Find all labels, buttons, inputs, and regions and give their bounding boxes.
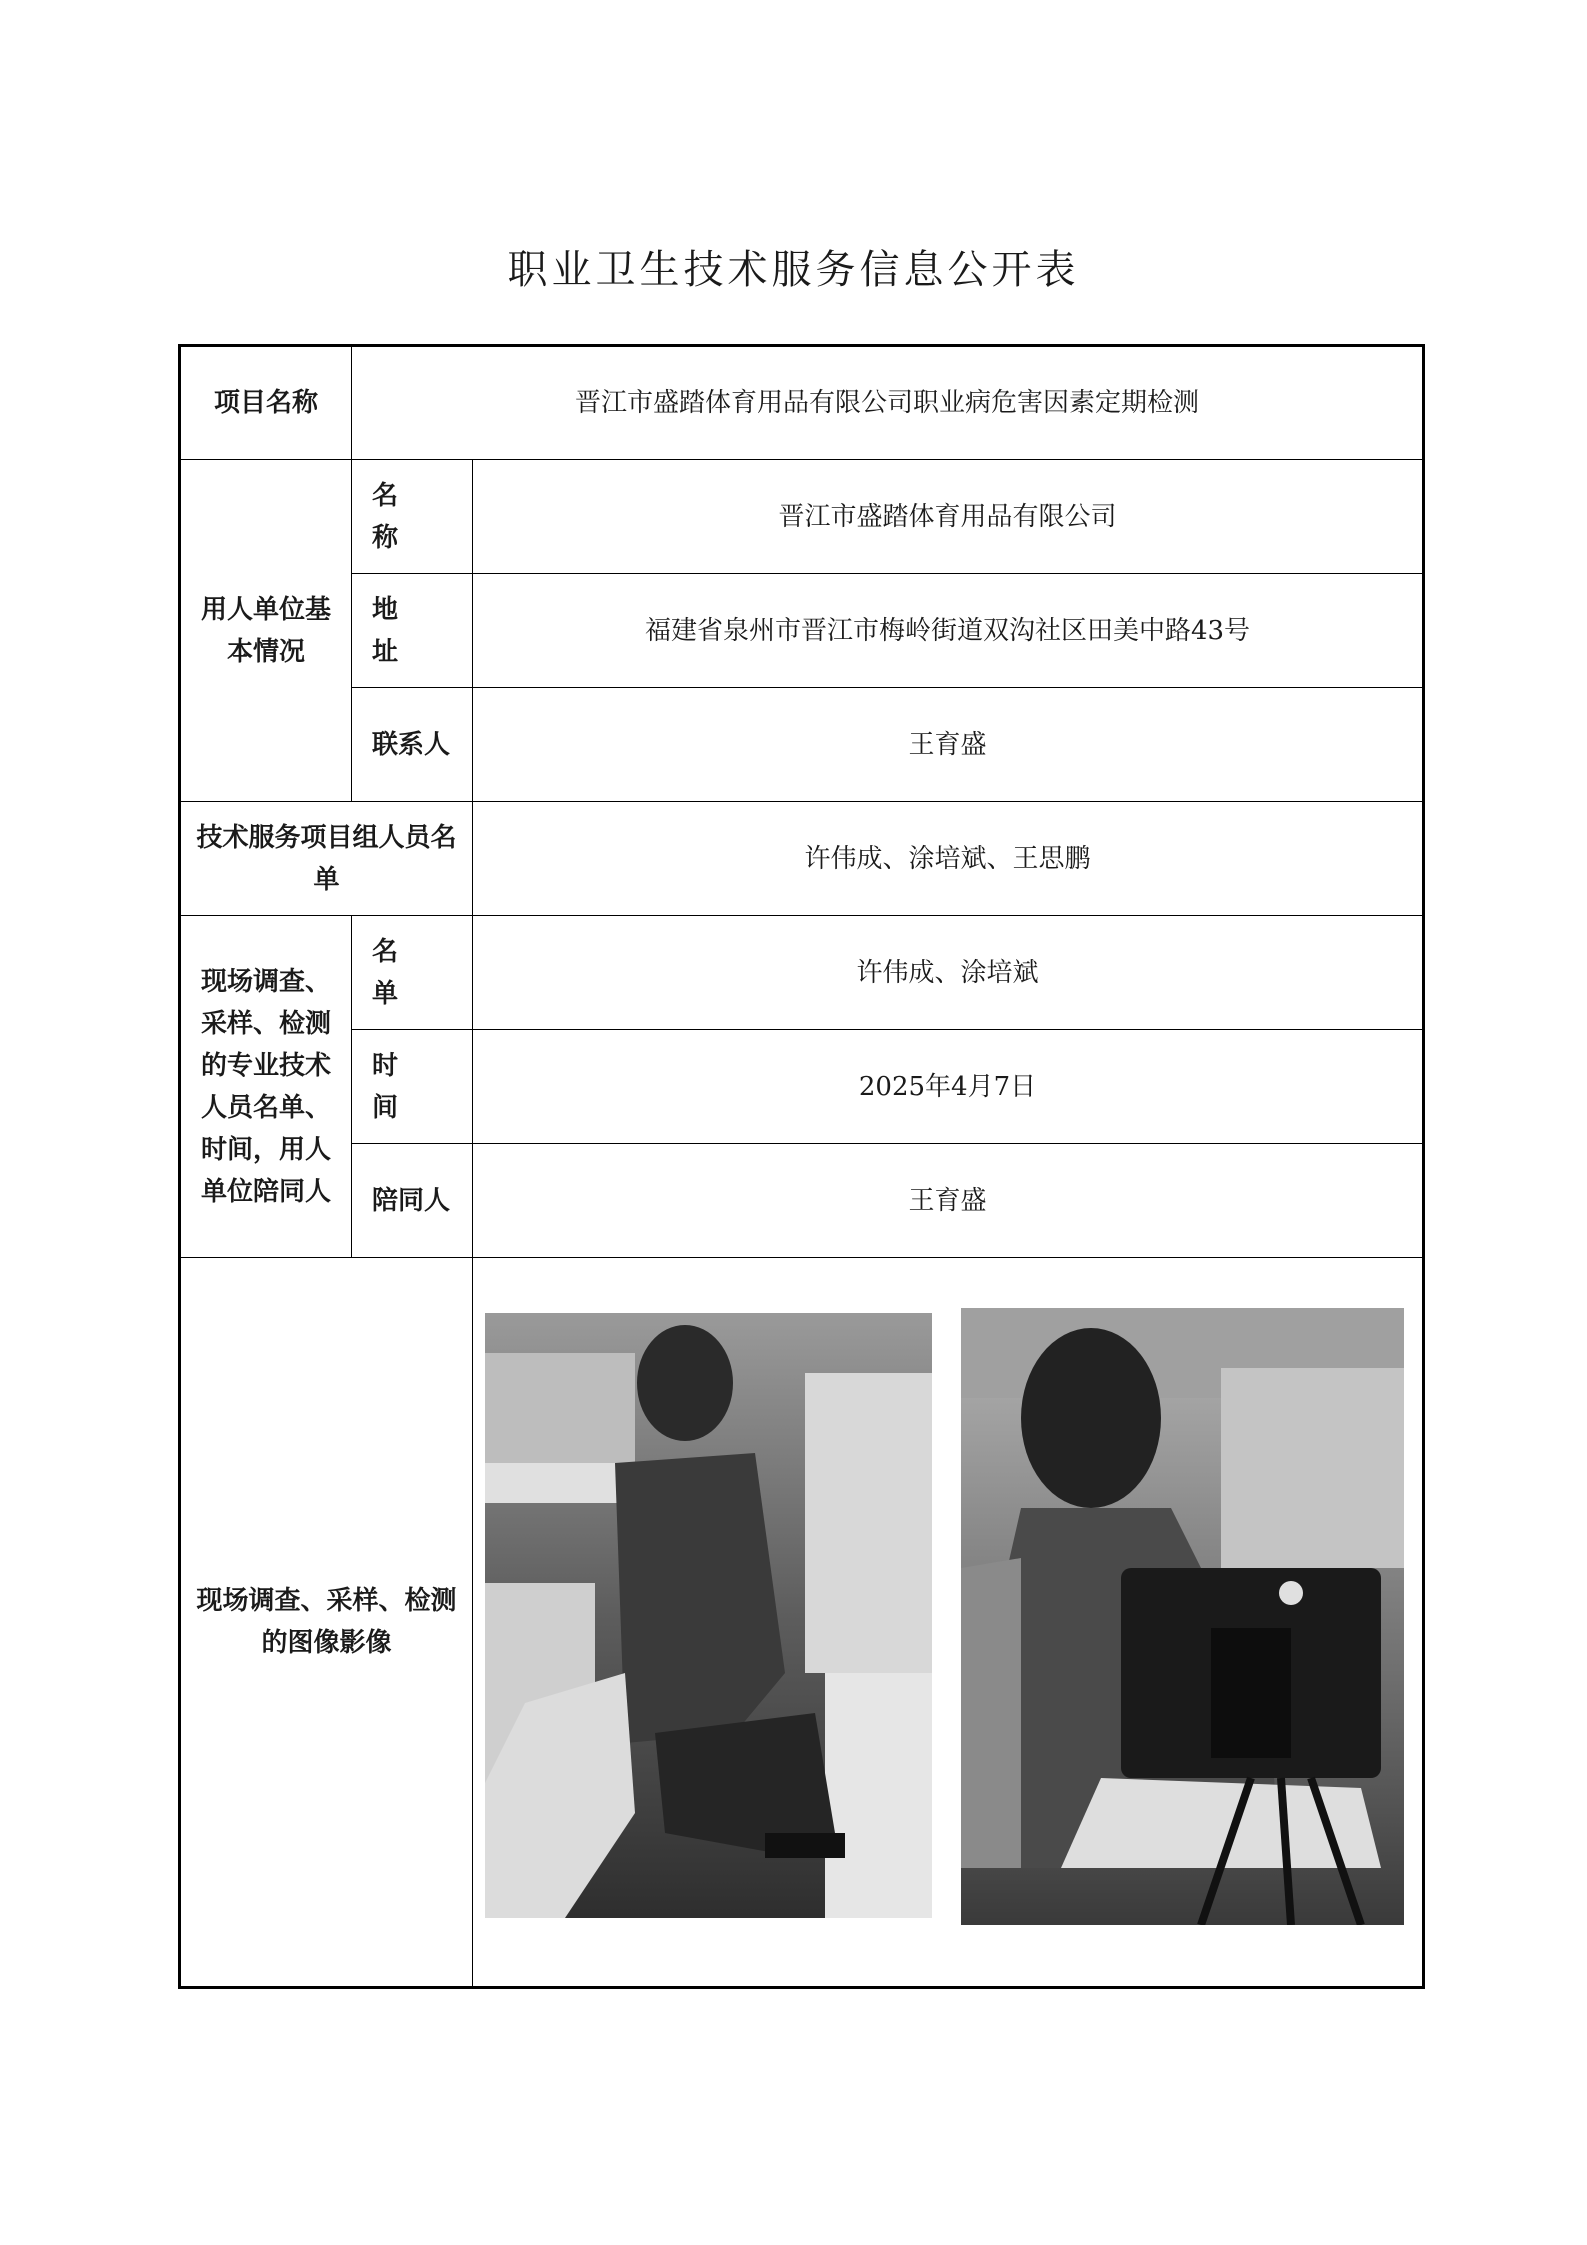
photo-worker-image [485,1313,932,1918]
onsite-companion-label: 陪同人 [352,1144,473,1258]
images-label: 现场调查、采样、检测的图像影像 [180,1258,473,1988]
page-title: 职业卫生技术服务信息公开表 [507,247,1080,293]
project-label: 项目名称 [180,346,352,460]
onsite-list-value: 许伟成、涂培斌 [473,916,1424,1030]
onsite-time-row [180,1030,1424,1144]
employer-name-row [180,460,1424,574]
team-value: 许伟成、涂培斌、王思鹏 [473,802,1424,916]
employer-contact-value: 王育盛 [473,688,1424,802]
employer-name-label: 名称 [352,460,473,574]
employer-address-value: 福建省泉州市晋江市梅岭街道双沟社区田美中路43号 [473,574,1424,688]
onsite-photo-worker-sewing [485,1313,932,1918]
images-cell [473,1258,1424,1988]
onsite-time-value: 2025年4月7日 [473,1030,1424,1144]
onsite-time-label: 时间 [352,1030,473,1144]
onsite-label: 现场调查、采样、检测的专业技术人员名单、时间，用人单位陪同人 [180,916,352,1258]
employer-address-row [180,574,1424,688]
project-value: 晋江市盛踏体育用品有限公司职业病危害因素定期检测 [352,346,1424,460]
photo-area [473,1258,1422,1986]
team-row [180,802,1424,916]
employer-name-value: 晋江市盛踏体育用品有限公司 [473,460,1424,574]
project-row [180,346,1424,460]
employer-contact-label: 联系人 [352,688,473,802]
onsite-list-row [180,916,1424,1030]
onsite-companion-row [180,1144,1424,1258]
employer-label: 用人单位基本情况 [180,460,352,802]
employer-contact-row [180,688,1424,802]
info-table [178,344,1425,1989]
photo-sampling-image [961,1308,1404,1925]
onsite-list-label: 名单 [352,916,473,1030]
employer-address-label: 地址 [352,574,473,688]
images-row [180,1258,1424,1988]
onsite-companion-value: 王育盛 [473,1144,1424,1258]
team-label: 技术服务项目组人员名单 [180,802,473,916]
onsite-photo-sampling-device [961,1308,1404,1925]
